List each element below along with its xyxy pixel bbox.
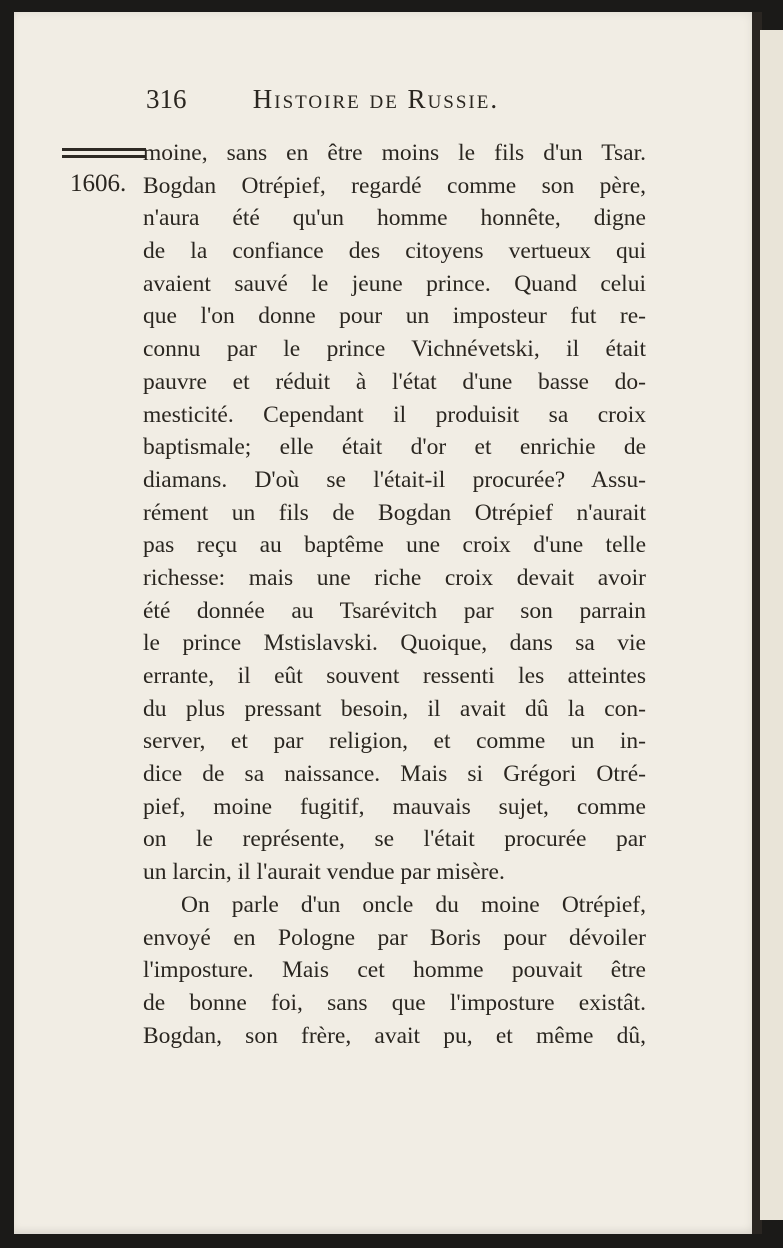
text-line: de la confiance des citoyens vertueux qui: [143, 238, 646, 265]
next-page-edge: [760, 30, 783, 1220]
text-line: baptismale; elle était d'or et enrichie de: [143, 434, 646, 461]
text-line: connu par le prince Vichnévetski, il était: [143, 336, 646, 363]
page-header: [146, 84, 499, 115]
text-line: On parle d'un oncle du moine Otrépief,: [181, 891, 646, 918]
text-line: n'aura été qu'un homme honnête, digne: [143, 205, 646, 232]
margin-year-note: 1606.: [70, 170, 127, 197]
text-line: Bogdan Otrépief, regardé comme son père,: [143, 172, 646, 199]
text-line: moine, sans en être moins le fils d'un Tsar.: [143, 140, 646, 166]
text-line: mesticité. Cependant il produisit sa croix: [143, 401, 646, 428]
text-line: pauvre et réduit à l'état d'une basse do-: [143, 368, 646, 395]
text-line: que l'on donne pour un imposteur fut re-: [143, 303, 646, 330]
margin-rule-bottom: [62, 155, 146, 158]
text-line: diamans. D'où se l'était-il procurée? Assu-: [143, 466, 646, 493]
text-line: le prince Mstislavski. Quoique, dans sa vie: [143, 630, 646, 657]
text-line: un larcin, il l'aurait vendue par misère.: [143, 859, 505, 886]
text-line: on le représente, se l'était procurée par: [143, 826, 646, 853]
text-line: Bogdan, son frère, avait pu, et même dû,: [143, 1022, 646, 1049]
text-line: de bonne foi, sans que l'imposture existât.: [143, 989, 646, 1016]
text-line: envoyé en Pologne par Boris pour dévoiler: [143, 924, 646, 951]
body-text: [143, 137, 646, 1052]
text-line: pief, moine fugitif, mauvais sujet, comme: [143, 793, 646, 820]
text-line: été donnée au Tsarévitch par son parrain: [143, 597, 646, 624]
text-line: l'imposture. Mais cet homme pouvait être: [143, 957, 646, 984]
running-title: Histoire de Russie.: [252, 84, 500, 114]
page-number: 316: [146, 84, 187, 114]
text-line: avaient sauvé le jeune prince. Quand celui: [143, 270, 646, 297]
text-line: server, et par religion, et comme un in-: [143, 728, 646, 755]
text-line: rément un fils de Bogdan Otrépief n'aurait: [143, 499, 646, 526]
text-line: du plus pressant besoin, il avait dû la con-: [143, 695, 646, 722]
text-line: dice de sa naissance. Mais si Grégori Otré-: [143, 761, 646, 788]
text-line: errante, il eût souvent ressenti les atteintes: [143, 663, 646, 689]
margin-rule-top: [62, 148, 146, 151]
text-line: richesse: mais une riche croix devait avoir: [143, 564, 646, 591]
text-line: pas reçu au baptême une croix d'une telle: [143, 532, 646, 559]
